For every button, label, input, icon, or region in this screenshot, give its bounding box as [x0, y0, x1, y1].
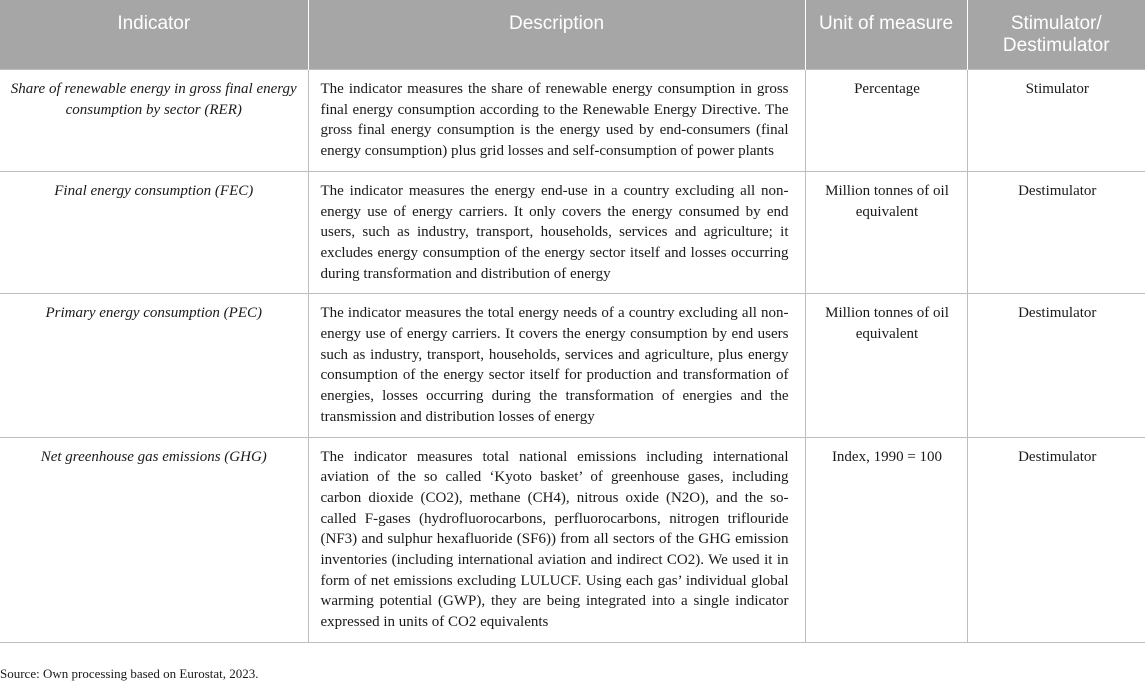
description-cell: The indicator measures the share of renewable energy consumption in gross final energy consumption according to the Renewable Energy Directive. The gross final energy consumption is the energy used by end-consumers (final energy consumption) plus grid losses and self-consumption of power plants: [308, 70, 805, 172]
header-stimulator: Stimulator/ Destimulator: [967, 0, 1145, 70]
indicator-cell: Net greenhouse gas emissions (GHG): [0, 437, 308, 642]
indicator-cell: Primary energy consumption (PEC): [0, 294, 308, 437]
header-row: [0, 0, 1145, 70]
description-cell: The indicator measures the energy end-use in a country excluding all non-energy use of energy carriers. It only covers the energy consumed by end users, such as industry, transport, households, services and agriculture; it excludes energy consumption of the energy sector itself and losses occurring during transformation and distribution of energy: [308, 171, 805, 294]
description-cell: The indicator measures the total energy needs of a country excluding all non-energy use of energy carriers. It covers the energy consumption by end users such as industry, transport, households, services and agriculture, plus energy consumption of the energy sector itself for production and transformation of energies, losses occurring during the transformation of energies and the transmission and distribution losses of energy: [308, 294, 805, 437]
table-header: [0, 0, 1145, 70]
stimulator-cell: Destimulator: [967, 294, 1145, 437]
unit-cell: Million tonnes of oil equivalent: [805, 294, 967, 437]
header-unit: Unit of measure: [805, 0, 967, 70]
table-row: [0, 70, 1145, 172]
unit-cell: Index, 1990 = 100: [805, 437, 967, 642]
unit-cell: Million tonnes of oil equivalent: [805, 171, 967, 294]
table-row: [0, 171, 1145, 294]
stimulator-cell: Stimulator: [967, 70, 1145, 172]
table-row: [0, 437, 1145, 642]
indicator-cell: Final energy consumption (FEC): [0, 171, 308, 294]
indicator-cell: Share of renewable energy in gross final energy consumption by sector (RER): [0, 70, 308, 172]
stimulator-cell: Destimulator: [967, 437, 1145, 642]
table-row: [0, 294, 1145, 437]
description-cell: The indicator measures total national emissions including international aviation of the so called ‘Kyoto basket’ of greenhouse gases, including carbon dioxide (CO2), methane (CH4), nitrous oxide (N2O), and the so-called F-gases (hydrofluorocarbons, perfluorocarbons, nitrogen triflouride (NF3) and sulphur hexafluoride (SF6)) from all sectors of the GHG emission inventories (including international aviation and indirect CO2). We used it in form of net emissions excluding LULUCF. Using each gas’ individual global warming potential (GWP), they are being integrated into a single indicator expressed in units of CO2 equivalents: [308, 437, 805, 642]
source-note: Source: Own processing based on Eurostat, 2023.: [0, 666, 259, 681]
header-indicator: Indicator: [0, 0, 308, 70]
stimulator-cell: Destimulator: [967, 171, 1145, 294]
unit-cell: Percentage: [805, 70, 967, 172]
header-description: Description: [308, 0, 805, 70]
table-body: [0, 70, 1145, 643]
